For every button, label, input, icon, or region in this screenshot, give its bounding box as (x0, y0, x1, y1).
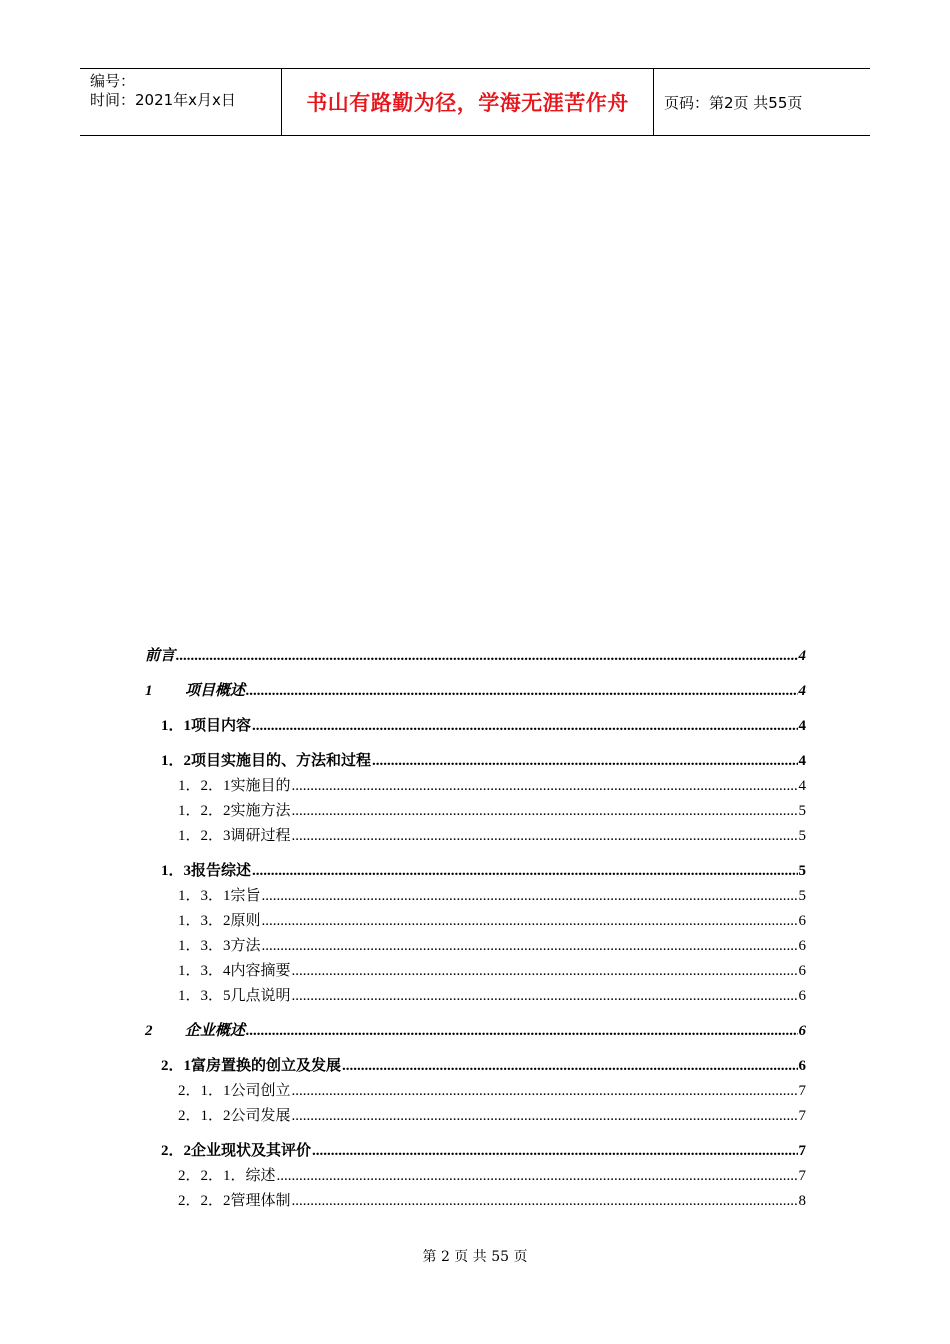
toc-entry-s1-3-2[interactable] (145, 909, 806, 934)
toc-entry-title (178, 774, 291, 799)
toc-entry-text: 1．1项目内容 (161, 718, 252, 734)
table-of-contents (145, 644, 806, 1214)
toc-dot-leader (292, 824, 798, 849)
toc-entry-text: 1．3．5几点说明 (178, 988, 291, 1004)
toc-entry-title (178, 1079, 291, 1104)
toc-entry-preface[interactable] (145, 644, 806, 669)
toc-entry-text: 前言 (145, 648, 176, 664)
toc-dot-leader (252, 714, 797, 739)
toc-entry-title (145, 679, 245, 704)
toc-page-number: 4 (798, 683, 806, 699)
document-header (80, 68, 870, 136)
toc-dot-leader (262, 934, 798, 959)
toc-dot-leader (292, 984, 798, 1009)
toc-entry-title (161, 714, 251, 739)
toc-dot-leader (312, 1139, 797, 1164)
header-page-info: 页码：第2页 共55页 (664, 93, 803, 112)
toc-page-number: 5 (798, 863, 806, 879)
toc-page-number: 4 (798, 778, 806, 794)
toc-entry-text: 企业概述 (185, 1023, 246, 1039)
toc-dot-leader (292, 1104, 798, 1129)
toc-dot-leader (372, 749, 797, 774)
toc-entry-s1-3-4[interactable] (145, 959, 806, 984)
toc-chapter-number: 2 (145, 1023, 153, 1039)
toc-page-number: 7 (798, 1168, 806, 1184)
toc-entry-title (161, 1139, 311, 1164)
toc-dot-leader (292, 1079, 798, 1104)
toc-page-number: 5 (798, 888, 806, 904)
toc-dot-leader (262, 909, 798, 934)
toc-entry-title (178, 799, 291, 824)
toc-entry-title (161, 749, 371, 774)
toc-dot-leader (292, 1189, 798, 1214)
toc-entry-title (178, 884, 261, 909)
toc-entry-s1-3-5[interactable] (145, 984, 806, 1009)
toc-entry-text: 1．3．4内容摘要 (178, 963, 291, 979)
toc-entry-title (178, 909, 261, 934)
toc-entry-ch1[interactable] (145, 679, 806, 704)
toc-entry-title (161, 1054, 341, 1079)
toc-dot-leader (342, 1054, 797, 1079)
toc-entry-text: 2．1．2公司发展 (178, 1108, 291, 1124)
toc-entry-text: 2．2．2管理体制 (178, 1193, 291, 1209)
toc-entry-s1-3[interactable] (145, 859, 806, 884)
header-meta-cell (80, 69, 281, 135)
toc-page-number: 4 (798, 648, 806, 664)
toc-page-number: 6 (798, 988, 806, 1004)
toc-entry-s1-1[interactable] (145, 714, 806, 739)
toc-dot-leader (252, 859, 797, 884)
toc-entry-text: 1．2．1实施目的 (178, 778, 291, 794)
toc-entry-s1-2[interactable] (145, 749, 806, 774)
toc-entry-text: 2．2．1．综述 (178, 1168, 276, 1184)
toc-entry-s2-1-1[interactable] (145, 1079, 806, 1104)
toc-entry-text: 1．3．3方法 (178, 938, 261, 954)
toc-entry-text: 项目概述 (185, 683, 246, 699)
toc-entry-ch2[interactable] (145, 1019, 806, 1044)
toc-dot-leader (277, 1164, 798, 1189)
toc-entry-title (178, 984, 291, 1009)
toc-page-number: 7 (798, 1108, 806, 1124)
toc-entry-s2-1[interactable] (145, 1054, 806, 1079)
toc-entry-text: 2．2企业现状及其评价 (161, 1143, 312, 1159)
toc-page-number: 6 (798, 963, 806, 979)
page-footer: 第 2 页 共 55 页 (422, 1249, 528, 1265)
header-motto: 书山有路勤为径，学海无涯苦作舟 (281, 69, 654, 135)
toc-entry-s1-3-3[interactable] (145, 934, 806, 959)
toc-entry-s2-2-2[interactable] (145, 1189, 806, 1214)
toc-page-number: 6 (798, 1058, 806, 1074)
toc-entry-s1-2-3[interactable] (145, 824, 806, 849)
toc-entry-title (178, 824, 291, 849)
toc-dot-leader (262, 884, 798, 909)
toc-entry-text: 1．3．1宗旨 (178, 888, 261, 904)
toc-entry-s2-2[interactable] (145, 1139, 806, 1164)
toc-dot-leader (246, 1019, 797, 1044)
toc-entry-title (178, 934, 261, 959)
toc-entry-title (178, 1189, 291, 1214)
toc-page-number: 5 (798, 803, 806, 819)
toc-entry-s1-3-1[interactable] (145, 884, 806, 909)
toc-entry-s1-2-1[interactable] (145, 774, 806, 799)
header-number-label: 编号： (90, 72, 136, 90)
toc-entry-s1-2-2[interactable] (145, 799, 806, 824)
toc-chapter-number: 1 (145, 683, 153, 699)
toc-entry-text: 2．1富房置换的创立及发展 (161, 1058, 342, 1074)
toc-entry-title (145, 1019, 245, 1044)
toc-entry-title (178, 959, 291, 984)
toc-page-number: 7 (798, 1143, 806, 1159)
toc-dot-leader (292, 799, 798, 824)
toc-entry-text: 1．2项目实施目的、方法和过程 (161, 753, 372, 769)
toc-page-number: 8 (798, 1193, 806, 1209)
toc-dot-leader (176, 644, 797, 669)
toc-page-number: 6 (798, 913, 806, 929)
toc-page-number: 7 (798, 1083, 806, 1099)
toc-entry-title (145, 644, 175, 669)
toc-entry-text: 2．1．1公司创立 (178, 1083, 291, 1099)
toc-entry-s2-2-1[interactable] (145, 1164, 806, 1189)
toc-page-number: 4 (798, 718, 806, 734)
toc-entry-text: 1．3．2原则 (178, 913, 261, 929)
toc-dot-leader (292, 959, 798, 984)
toc-dot-leader (246, 679, 797, 704)
toc-entry-title (161, 859, 251, 884)
header-date-label: 时间：2021年x月x日 (90, 91, 236, 109)
toc-page-number: 4 (798, 753, 806, 769)
toc-page-number: 6 (798, 1023, 806, 1039)
toc-page-number: 6 (798, 938, 806, 954)
toc-dot-leader (292, 774, 798, 799)
toc-entry-text: 1．2．3调研过程 (178, 828, 291, 844)
toc-page-number: 5 (798, 828, 806, 844)
toc-entry-title (178, 1164, 276, 1189)
toc-entry-title (178, 1104, 291, 1129)
toc-entry-s2-1-2[interactable] (145, 1104, 806, 1129)
toc-entry-text: 1．2．2实施方法 (178, 803, 291, 819)
toc-entry-text: 1．3报告综述 (161, 863, 252, 879)
